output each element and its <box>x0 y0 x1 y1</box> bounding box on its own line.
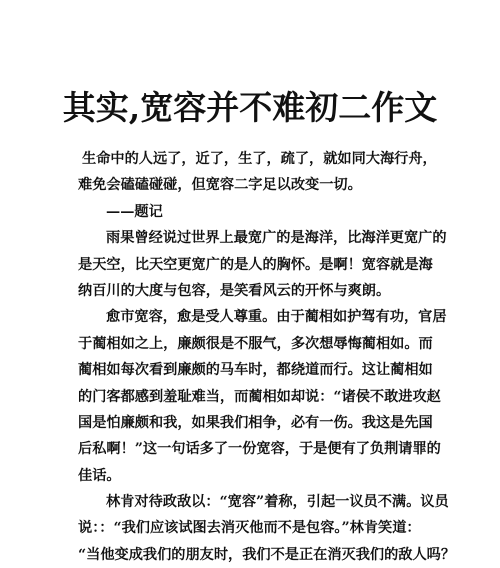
text-line: ——题记 <box>106 203 163 220</box>
document-body <box>78 146 456 568</box>
text-line: 的门客都感到羞耻难当，而蔺相如却说：“诸侯不敢进攻赵 <box>78 388 441 405</box>
text-line: 是天空，比天空更宽广的是人的胸怀。是啊！宽容就是海 <box>78 256 433 273</box>
text-line: 雨果曾经说过世界上最宽广的是海洋，比海洋更宽广的 <box>106 230 447 247</box>
text-line: 佳话。 <box>78 467 121 484</box>
text-line: 林肯对待政敌以：“宽容”着称，引起一议员不满。议员 <box>106 494 449 511</box>
text-line: 蔺相如每次看到廉颇的马车时，都绕道而行。这让蔺相如 <box>78 362 433 379</box>
text-line: “当他变成我们的朋友时，我们不是正在消灭我们的敌人吗？ <box>78 546 456 563</box>
text-line: 愈市宽容，愈是受人尊重。由于蔺相如护驾有功，官居 <box>106 309 447 326</box>
text-line: 难免会磕磕碰碰，但宽容二字足以改变一切。 <box>78 177 362 194</box>
text-line: 生命中的人远了，近了，生了，疏了，就如同大海行舟， <box>82 151 437 167</box>
text-line: 后私啊！”这一句话多了一份宽容，于是便有了负荆请罪的 <box>78 441 441 458</box>
text-line: 国是怕廉颇和我，如果我们相争，必有一伤。我这是先国 <box>78 414 433 431</box>
document-title: 其实,宽容并不难初二作文 <box>62 88 438 127</box>
text-line: 于蔺相如之上，廉颇很是不服气，多次想辱悔蔺相如。而 <box>78 335 433 352</box>
text-line: 纳百川的大度与包容，是笑看风云的开怀与爽朗。 <box>78 282 391 299</box>
text-line: 说：：“我们应该试图去消灭他而不是包容。”林肯笑道： <box>78 520 421 537</box>
